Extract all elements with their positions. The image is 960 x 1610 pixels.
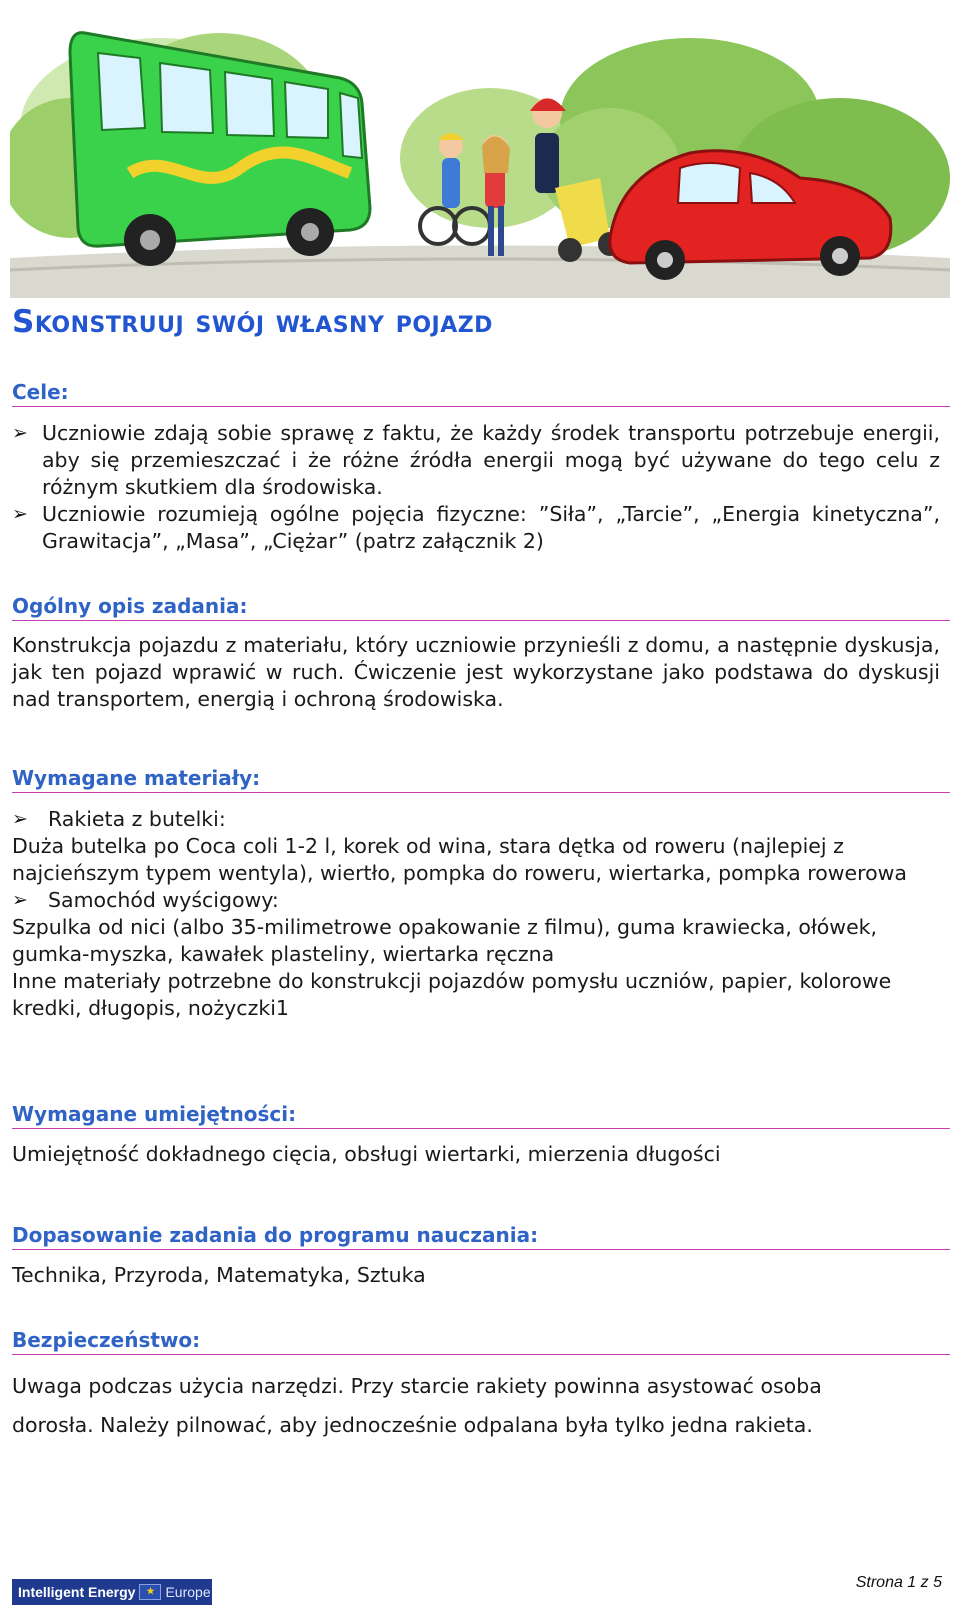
safety-text [12,1367,940,1445]
overview-text: Konstrukcja pojazdu z materiału, który uczniowie przynieśli z domu, a następnie dyskusja, jak ten pojazd wprawić w ruch. Ćwiczenie jest wykorzystane jako podstawa do dyskusji nad transportem, energią i ochroną środowiska. [12,633,940,711]
vehicles-illustration [10,8,950,298]
list-item: ➢ Uczniowie zdają sobie sprawę z faktu, że każdy środek transportu potrzebuje energii, aby się przemieszczać i że różne źródła energii mogą być używane do tego celu z różnym skutkiem dla środowiska. [12,421,940,499]
goals-list [12,420,940,555]
rocket-materials: Duża butelka po Coca coli 1-2 l, korek od wina, stara dętka od roweru (najlepiej z najcieńszym typem wentyla), wiertło, pompka do roweru, wiertarka, pompka rowerowa [12,834,907,885]
page-number: Strona 1 z 5 [855,1574,942,1591]
arrow-bullet-icon: ➢ [12,889,28,911]
safety-line: Uwaga podczas użycia narzędzi. Przy starcie rakiety powinna asystować osoba [12,1374,822,1398]
page-title: Skonstruuj swój własny pojazd [12,304,493,340]
skills-heading: Wymagane umiejętności: [12,1102,950,1129]
goals-heading: Cele: [12,380,950,407]
bus-drawing [70,33,370,266]
arrow-bullet-icon: ➢ [12,503,28,525]
list-item: ➢ Uczniowie rozumieją ogólne pojęcia fizyczne: ”Siła”, „Tarcie”, „Energia kinetyczna”, Grawitacja”, „Masa”, „Ciężar” (patrz załącznik 2) [12,502,940,553]
skills-text: Umiejętność dokładnego cięcia, obsługi wiertarki, mierzenia długości [12,1142,721,1166]
car-bullet: ➢ Samochód wyścigowy: [12,888,279,912]
overview-heading: Ogólny opis zadania: [12,594,950,621]
safety-heading: Bezpieczeństwo: [12,1328,950,1355]
other-materials: Inne materiały potrzebne do konstrukcji pojazdów pomysłu uczniów, papier, kolorowe kredki, długopis, nożyczki1 [12,969,892,1020]
arrow-bullet-icon: ➢ [12,422,28,444]
eu-flag-icon [139,1584,161,1600]
arrow-bullet-icon: ➢ [12,808,28,830]
materials-block [12,806,940,1022]
intelligent-energy-logo: Intelligent Energy ★ Europe [12,1579,212,1605]
rocket-bullet: ➢ Rakieta z butelki: [12,807,226,831]
car-materials: Szpulka od nici (albo 35-milimetrowe opakowanie z filmu), guma krawiecka, ołówek, gumka-myszka, kawałek plasteliny, wiertarka ręczna [12,915,878,966]
materials-heading: Wymagane materiały: [12,766,950,793]
curriculum-heading: Dopasowanie zadania do programu nauczania: [12,1223,950,1250]
safety-line: dorosła. Należy pilnować, aby jednocześnie odpalana była tylko jedna rakieta. [12,1413,813,1437]
curriculum-text: Technika, Przyroda, Matematyka, Sztuka [12,1263,426,1287]
